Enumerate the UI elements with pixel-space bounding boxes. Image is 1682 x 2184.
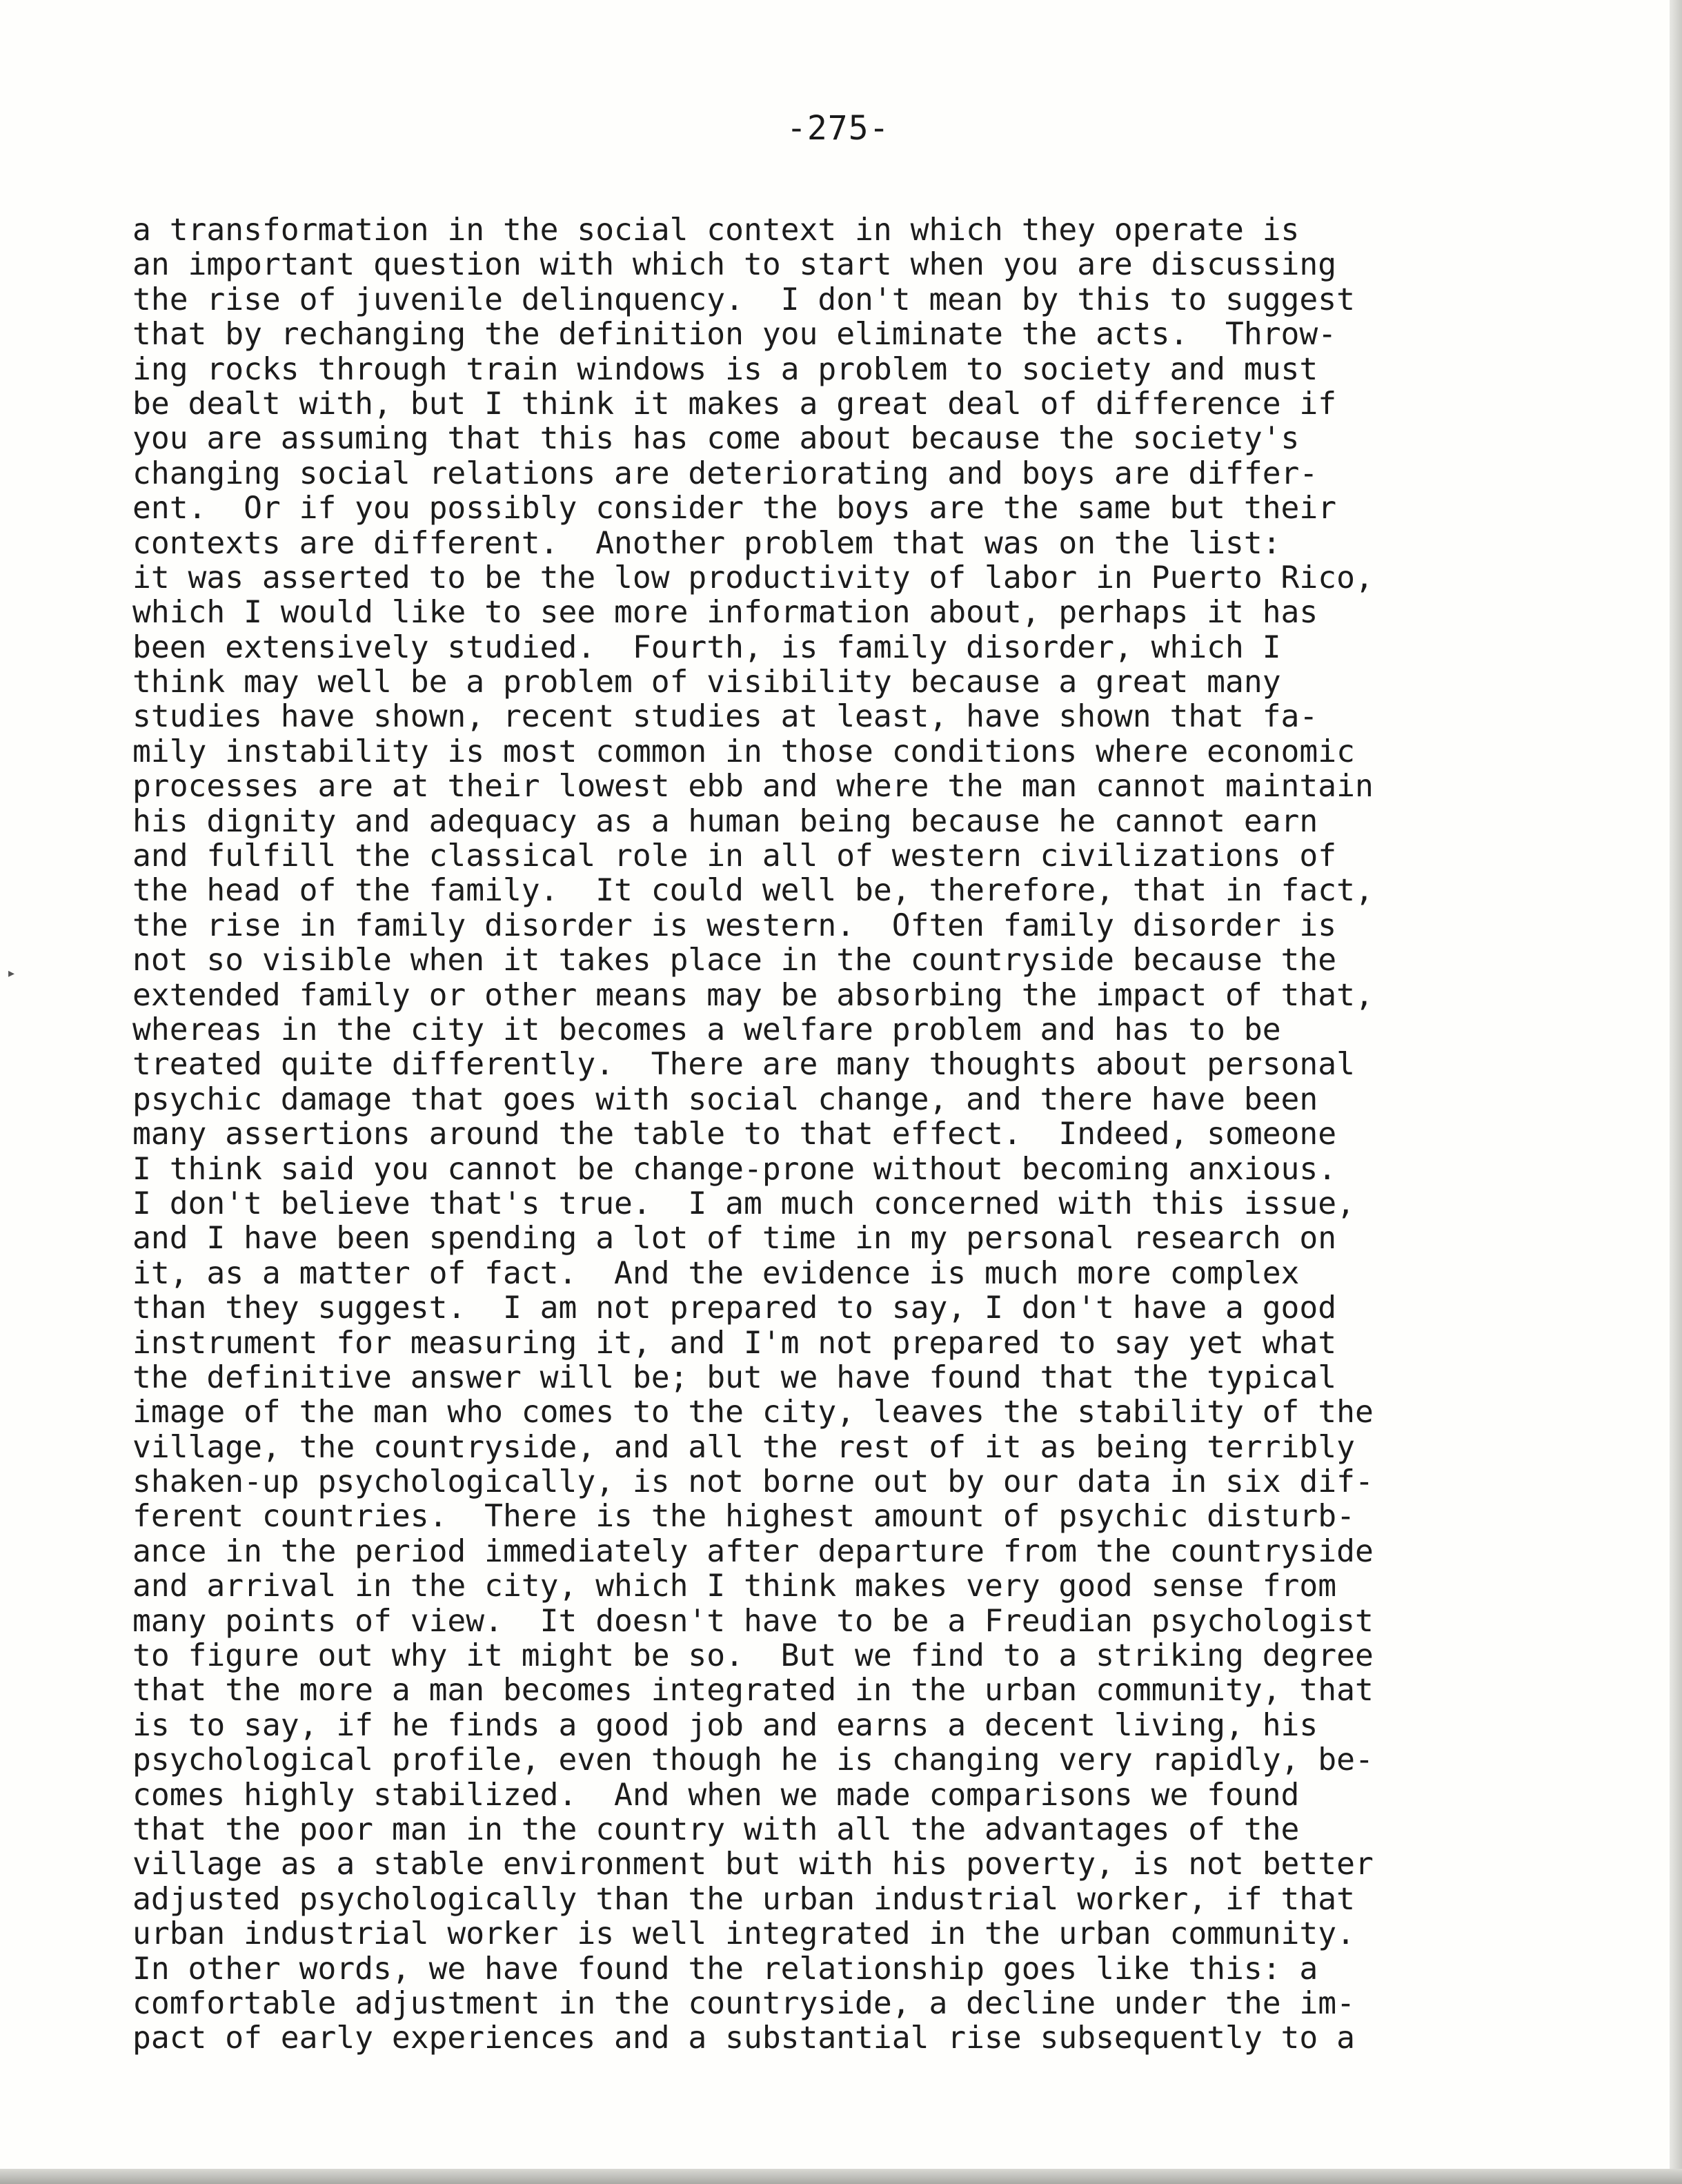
margin-mark: ▸ xyxy=(8,966,15,981)
text-line: a transformation in the social context in which they operate is xyxy=(132,212,1300,248)
text-line: it, as a matter of fact. And the evidence is much more complex xyxy=(132,1255,1300,1291)
text-line: than they suggest. I am not prepared to say, I don't have a good xyxy=(132,1290,1337,1326)
text-line: the head of the family. It could well be, therefore, that in fact, xyxy=(132,872,1374,909)
text-line: ing rocks through train windows is a problem to society and must xyxy=(132,351,1318,387)
text-line: and fulfill the classical role in all of western civilizations of xyxy=(132,838,1337,874)
text-line: pact of early experiences and a substantial rise subsequently to a xyxy=(132,2020,1355,2056)
text-line: the rise of juvenile delinquency. I don't mean by this to suggest xyxy=(132,281,1355,317)
text-line: his dignity and adequacy as a human being because he cannot earn xyxy=(132,803,1318,839)
text-line: shaken-up psychologically, is not borne out by our data in six dif- xyxy=(132,1464,1374,1500)
text-line: extended family or other means may be absorbing the impact of that, xyxy=(132,976,1374,1013)
text-line: not so visible when it takes place in the countryside because the xyxy=(132,942,1337,978)
text-line: the definitive answer will be; but we have found that the typical xyxy=(132,1359,1337,1395)
text-line: In other words, we have found the relationship goes like this: a xyxy=(132,1950,1318,1987)
text-line: urban industrial worker is well integrated in the urban community. xyxy=(132,1916,1355,1952)
text-line: be dealt with, but I think it makes a great deal of difference if xyxy=(132,385,1337,422)
text-line: contexts are different. Another problem that was on the list: xyxy=(132,524,1281,561)
page-edge-shadow-bottom xyxy=(0,2169,1682,2184)
text-line: and I have been spending a lot of time in my personal research on xyxy=(132,1220,1337,1257)
text-line: I think said you cannot be change-prone without becoming anxious. xyxy=(132,1150,1337,1187)
text-line: many assertions around the table to that effect. Indeed, someone xyxy=(132,1116,1337,1152)
text-line: been extensively studied. Fourth, is family disorder, which I xyxy=(132,629,1281,665)
text-line: mily instability is most common in those conditions where economic xyxy=(132,733,1355,769)
text-line: think may well be a problem of visibility because a great many xyxy=(132,664,1281,700)
text-line: village as a stable environment but with his poverty, is not better xyxy=(132,1846,1374,1882)
page-edge-shadow-right xyxy=(1670,0,1682,2184)
text-line: treated quite differently. There are many thoughts about personal xyxy=(132,1046,1355,1083)
text-line: processes are at their lowest ebb and where the man cannot maintain xyxy=(132,768,1374,805)
text-line: is to say, if he finds a good job and earns a decent living, his xyxy=(132,1706,1318,1743)
text-line: which I would like to see more information about, perhaps it has xyxy=(132,594,1318,631)
text-line: ferent countries. There is the highest amount of psychic disturb- xyxy=(132,1498,1355,1535)
text-line: comfortable adjustment in the countryside, a decline under the im- xyxy=(132,1985,1355,2021)
text-line: that by rechanging the definition you eliminate the acts. Throw- xyxy=(132,316,1337,353)
text-line: instrument for measuring it, and I'm not prepared to say yet what xyxy=(132,1324,1337,1361)
text-line: ent. Or if you possibly consider the boys are the same but their xyxy=(132,490,1337,527)
text-line: comes highly stabilized. And when we made comparisons we found xyxy=(132,1776,1300,1813)
text-line: many points of view. It doesn't have to be a Freudian psychologist xyxy=(132,1602,1374,1639)
text-line: studies have shown, recent studies at least, have shown that fa- xyxy=(132,698,1318,735)
text-line: psychological profile, even though he is changing very rapidly, be- xyxy=(132,1742,1374,1778)
text-line: village, the countryside, and all the rest of it as being terribly xyxy=(132,1428,1355,1465)
text-line: that the poor man in the country with all the advantages of the xyxy=(132,1811,1300,1847)
text-line: changing social relations are deteriorating and boys are differ- xyxy=(132,455,1318,491)
text-line: I don't believe that's true. I am much concerned with this issue, xyxy=(132,1185,1355,1221)
text-line: you are assuming that this has come about because the society's xyxy=(132,420,1300,457)
text-line: an important question with which to start when you are discussing xyxy=(132,246,1337,283)
page-number: -275- xyxy=(786,109,890,148)
text-line: ance in the period immediately after departure from the countryside xyxy=(132,1533,1374,1569)
text-line: it was asserted to be the low productivity of labor in Puerto Rico, xyxy=(132,559,1374,596)
text-line: adjusted psychologically than the urban industrial worker, if that xyxy=(132,1880,1355,1917)
text-line: whereas in the city it becomes a welfare problem and has to be xyxy=(132,1011,1281,1047)
text-line: to figure out why it might be so. But we find to a striking degree xyxy=(132,1637,1374,1674)
text-line: image of the man who comes to the city, leaves the stability of the xyxy=(132,1394,1374,1430)
text-line: that the more a man becomes integrated in the urban community, that xyxy=(132,1672,1374,1709)
text-line: psychic damage that goes with social change, and there have been xyxy=(132,1081,1318,1117)
body-text xyxy=(132,213,1533,2056)
text-line: the rise in family disorder is western. Often family disorder is xyxy=(132,907,1337,943)
text-line: and arrival in the city, which I think makes very good sense from xyxy=(132,1568,1337,1604)
